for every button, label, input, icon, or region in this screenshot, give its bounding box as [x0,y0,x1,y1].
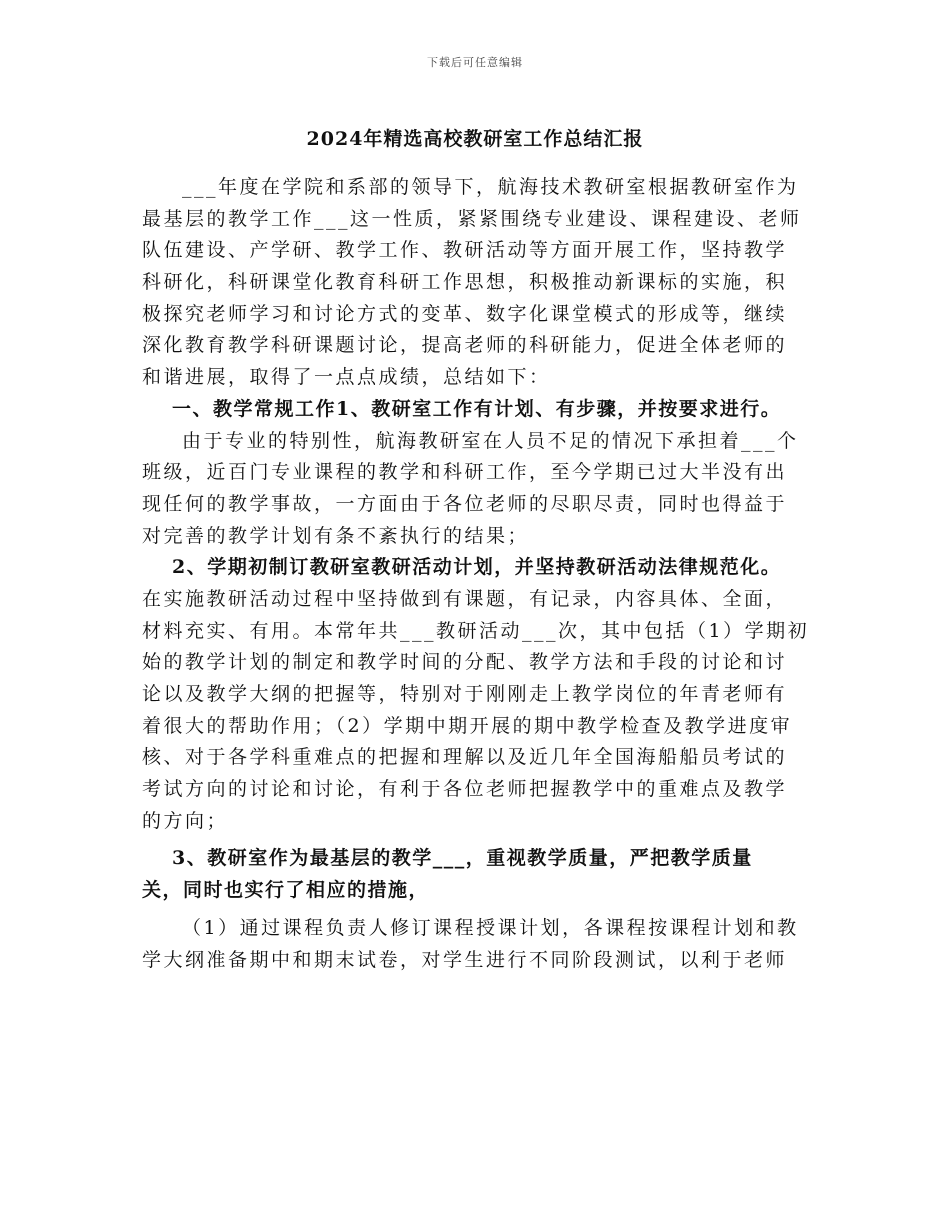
paragraph-line: ___年度在学院和系部的领导下，航海技术教研室根据教研室作为 [182,176,799,198]
paragraph-line: 班级，近百门专业课程的教学和科研工作，至今学期已过大半没有出 [142,461,788,484]
paragraph-line: 对完善的教学计划有条不紊执行的结果； [142,524,530,547]
paragraph-line: 队伍建设、产学研、教学工作、教研活动等方面开展工作，坚持教学 [142,239,788,262]
paragraph-line: 现任何的教学事故，一方面由于各位老师的尽职尽责，同时也得益于 [142,492,788,515]
paragraph-line: （1）通过课程负责人修订课程授课计划，各课程按课程计划和教 [182,916,799,939]
section-heading: 一、教学常规工作1、教研室工作有计划、有步骤，并按要求进行。 [172,397,782,420]
paragraph-line: 论以及教学大纲的把握等，特别对于刚刚走上教学岗位的年青老师有 [142,683,788,705]
section-heading: 2、学期初制订教研室教研活动计划，并坚持教研活动法律规范化。 [172,556,782,579]
paragraph-line: 学大纲准备期中和期末试卷，对学生进行不同阶段测试，以利于老师 [142,948,788,971]
section-heading-continued: 关，同时也实行了相应的措施， [142,879,430,902]
paragraph-line: 的方向； [142,809,229,832]
document-body [142,172,822,976]
paragraph-line: 着很大的帮助作用；（2）学期中期开展的期中教学检查及教学进度审 [142,714,793,737]
paragraph-line: 科研化，科研课堂化教育科研工作思想，积极推动新课标的实施，积 [142,271,788,294]
header-note: 下载后可任意编辑 [427,56,523,69]
paragraph-line: 始的教学计划的制定和教学时间的分配、教学方法和手段的讨论和讨 [142,651,788,674]
paragraph-line: 材料充实、有用。本常年共___教研活动___次，其中包括（1）学期初 [142,619,810,642]
paragraph-line: 和谐进展，取得了一点点成绩，总结如下： [142,366,551,389]
paragraph-line: 在实施教研活动过程中坚持做到有课题，有记录，内容具体、全面， [142,587,788,610]
paragraph-line: 考试方向的讨论和讨论，有利于各位老师把握教学中的重难点及教学 [142,778,788,801]
paragraph-line: 核、对于各学科重难点的把握和理解以及近几年全国海船船员考试的 [142,746,788,769]
paragraph-line: 深化教育教学科研课题讨论，提高老师的科研能力，促进全体老师的 [142,334,788,357]
paragraph-line: 极探究老师学习和讨论方式的变革、数字化课堂模式的形成等，继续 [142,302,788,325]
document-title: 2024年精选高校教研室工作总结汇报 [306,128,644,150]
paragraph-line: 由于专业的特别性，航海教研室在人员不足的情况下承担着___个 [182,429,799,452]
paragraph-line: 最基层的教学工作___这一性质，紧紧围绕专业建设、课程建设、老师 [142,207,802,230]
section-heading: 3、教研室作为最基层的教学___，重视教学质量，严把教学质量 [172,847,753,870]
